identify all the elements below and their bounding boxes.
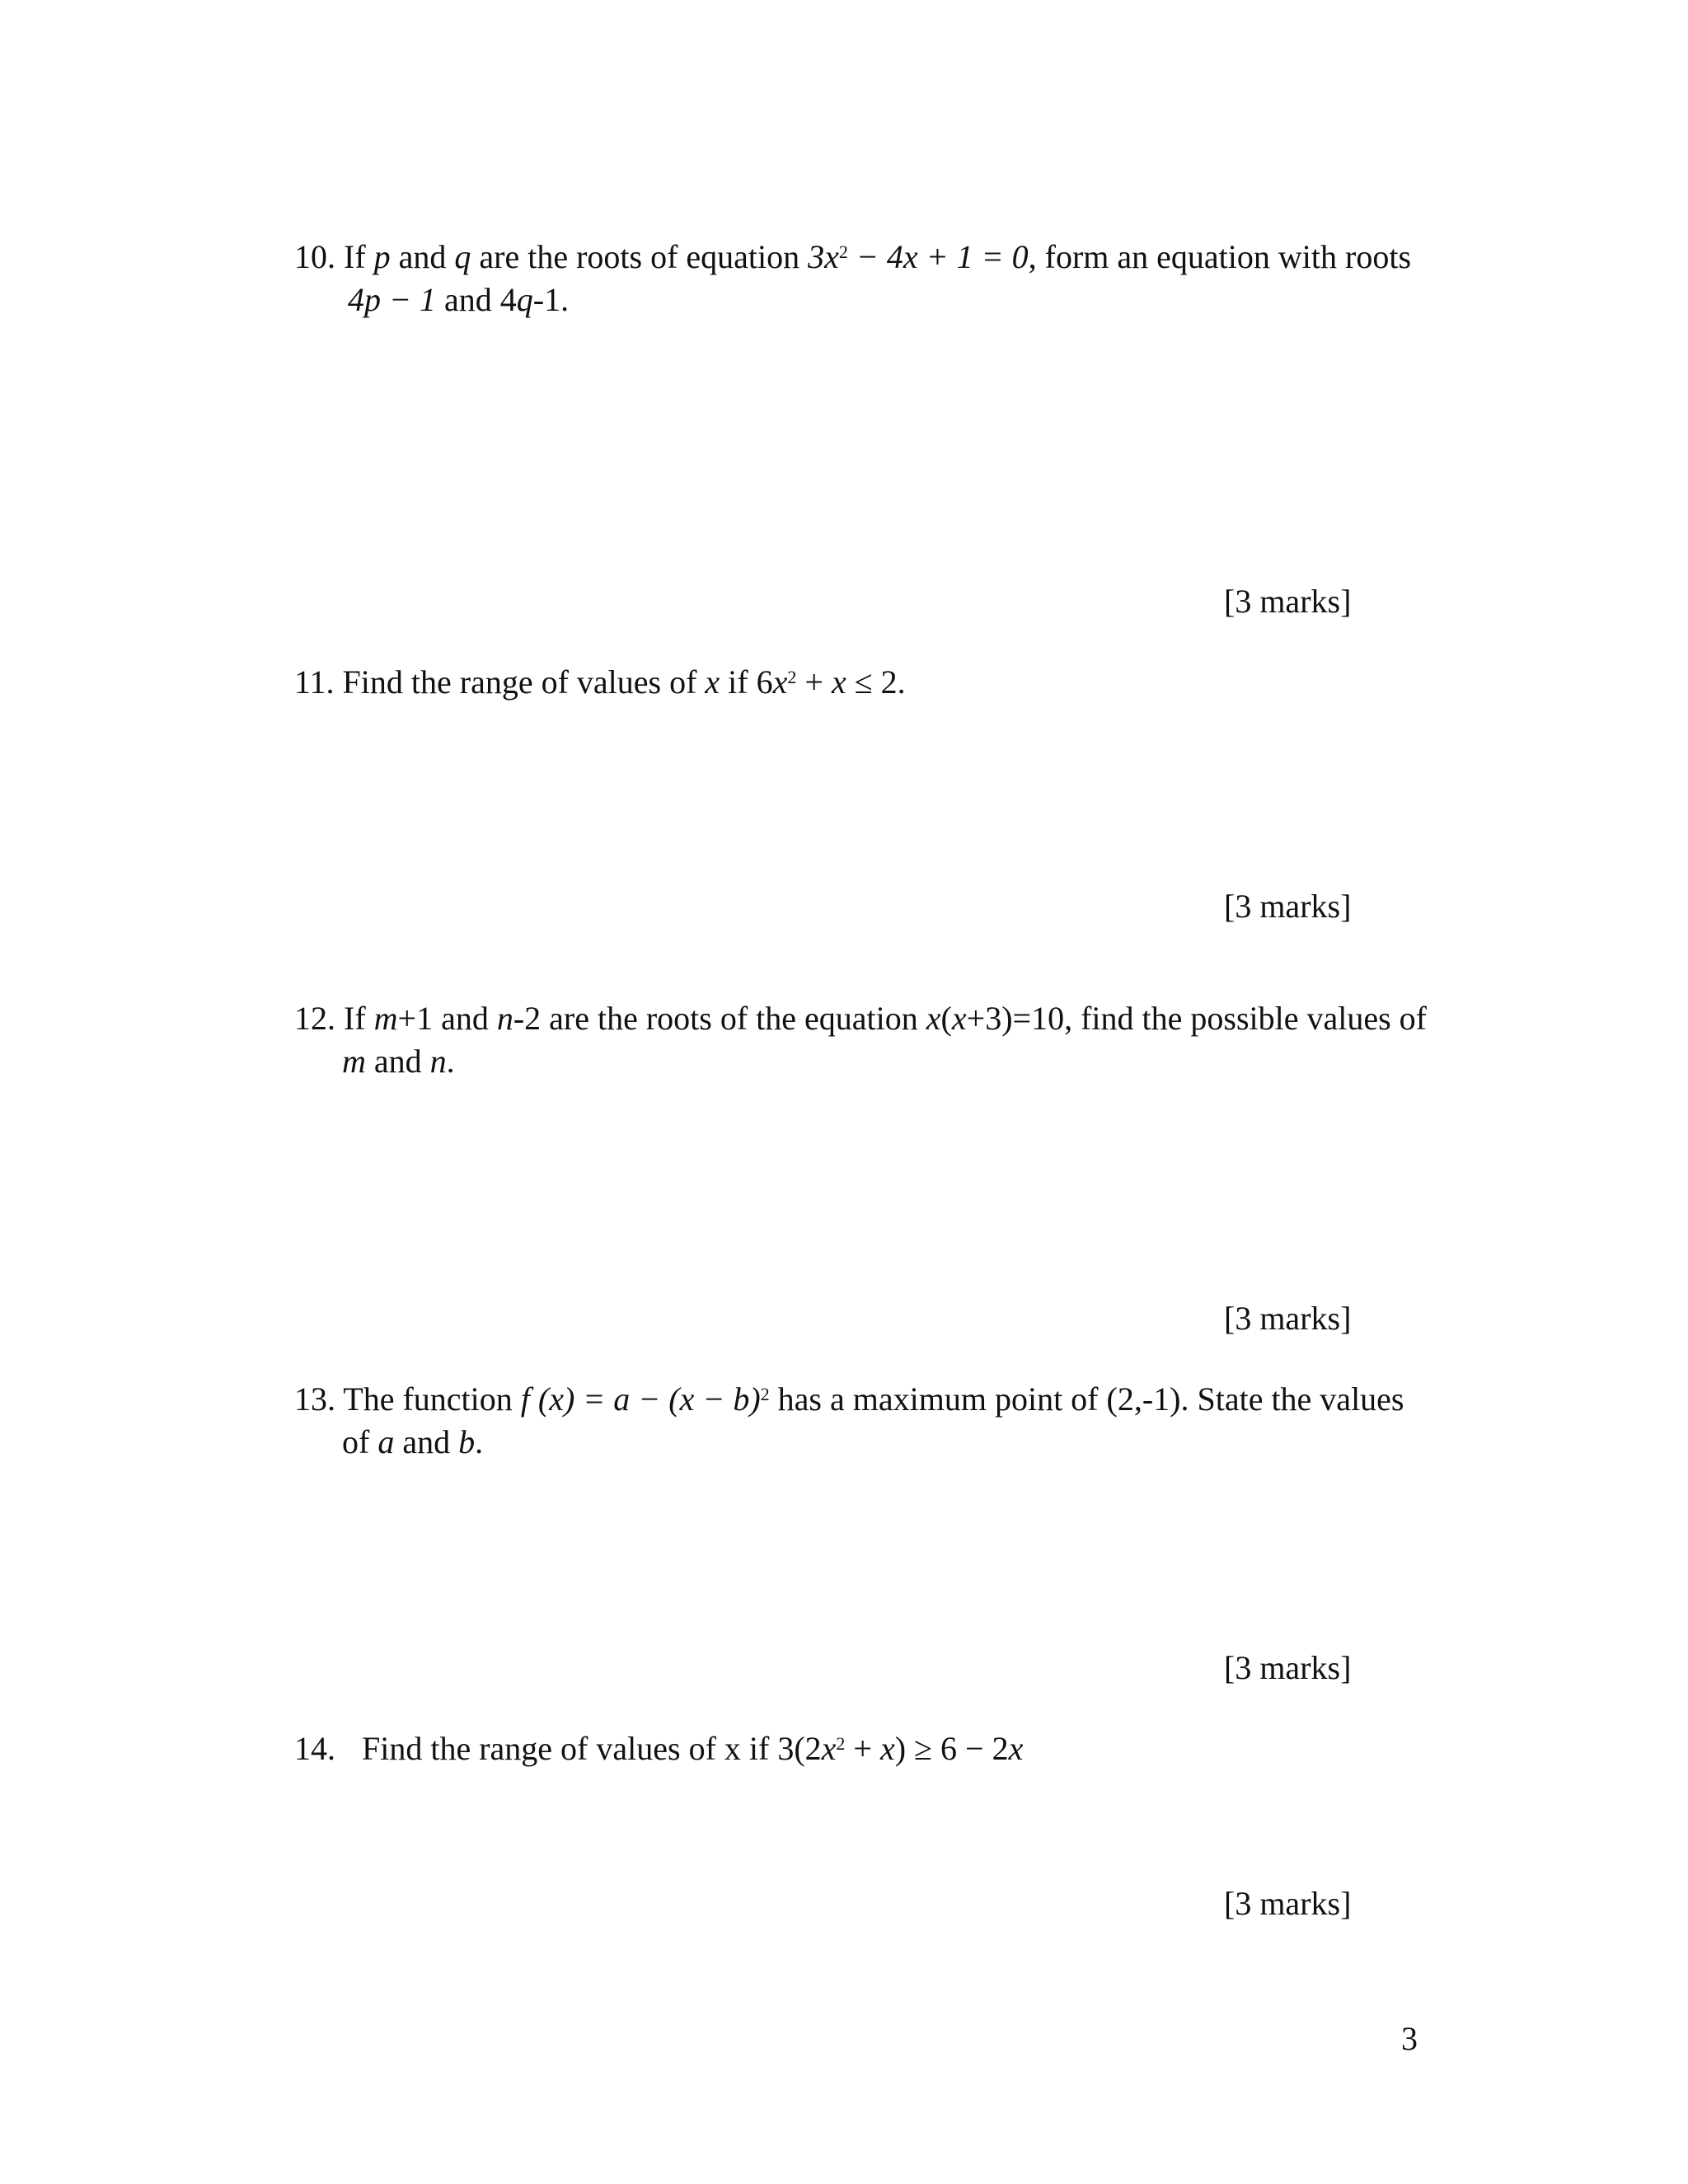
- question-14: [294, 1727, 1489, 1770]
- question-10: [294, 236, 1448, 321]
- question-text-line2: [294, 1040, 1489, 1083]
- function-expression: f (x) = a − (x − b): [520, 1380, 761, 1418]
- question-number: 10.: [294, 238, 335, 275]
- variable: q: [454, 238, 471, 275]
- question-text: , form an equation with roots: [1028, 238, 1412, 275]
- question-number: 14.: [294, 1730, 335, 1767]
- variable: p: [373, 238, 391, 275]
- question-number: 13.: [294, 1380, 335, 1418]
- question-text: +1 and: [397, 1000, 497, 1037]
- question-text: If: [344, 238, 374, 275]
- question-text: (: [940, 1000, 952, 1037]
- variable: m: [342, 1043, 366, 1080]
- variable: x: [879, 1730, 895, 1767]
- question-number: 12.: [294, 1000, 335, 1037]
- question-text: and: [390, 238, 455, 275]
- variable: m: [373, 1000, 398, 1037]
- question-text: and 4: [436, 281, 517, 318]
- equation: − 4x + 1 = 0: [847, 238, 1029, 275]
- question-text: The function: [343, 1380, 521, 1418]
- expression: 4p − 1: [348, 281, 436, 318]
- question-text: and: [394, 1423, 459, 1460]
- variable: x: [705, 663, 720, 701]
- exponent: 2: [760, 1384, 770, 1404]
- question-text: if 6: [720, 663, 773, 701]
- question-11: [294, 661, 1448, 704]
- question-text: are the roots of equation: [471, 238, 809, 275]
- exponent: 2: [787, 667, 797, 687]
- variable: x: [951, 1000, 967, 1037]
- variable: x: [831, 663, 846, 701]
- marks-label: [3 marks]: [1224, 1885, 1352, 1922]
- variable: x: [772, 663, 788, 701]
- page-number: 3: [1401, 2020, 1418, 2057]
- equation: 3x: [808, 238, 839, 275]
- marks-label: [3 marks]: [1224, 583, 1352, 620]
- question-text: Find the range of values of x if 3(2: [362, 1730, 822, 1767]
- marks-label: [3 marks]: [1224, 1649, 1352, 1686]
- question-text: .: [475, 1423, 484, 1460]
- variable: x: [1008, 1730, 1024, 1767]
- variable: b: [458, 1423, 476, 1460]
- question-text: -2 are the roots of the equation: [513, 1000, 926, 1037]
- marks-label: [3 marks]: [1224, 1300, 1352, 1337]
- question-text: +: [845, 1730, 880, 1767]
- question-number: 11.: [294, 663, 335, 701]
- question-text: ≤ 2.: [846, 663, 906, 701]
- variable: q: [516, 281, 533, 318]
- question-text-line2: [294, 279, 1448, 321]
- variable: x: [926, 1000, 941, 1037]
- question-text: and: [365, 1043, 430, 1080]
- question-text: Find the range of values of: [342, 663, 706, 701]
- question-text: ) ≥ 6 − 2: [894, 1730, 1009, 1767]
- question-12: [294, 997, 1489, 1083]
- question-text: has a maximum point of (2,-1). State the values: [769, 1380, 1404, 1418]
- question-text-line2: [294, 1421, 1489, 1464]
- exponent: 2: [836, 1733, 846, 1754]
- question-text: of: [342, 1423, 378, 1460]
- exponent: 2: [838, 241, 848, 262]
- question-text: .: [446, 1043, 455, 1080]
- variable: n: [429, 1043, 447, 1080]
- question-text: -1.: [532, 281, 570, 318]
- question-text: +: [796, 663, 832, 701]
- question-13: [294, 1378, 1489, 1464]
- marks-label: [3 marks]: [1224, 888, 1352, 925]
- question-text: +3)=10, find the possible values of: [966, 1000, 1427, 1037]
- variable: n: [496, 1000, 513, 1037]
- question-text: If: [344, 1000, 374, 1037]
- variable: x: [821, 1730, 837, 1767]
- variable: a: [377, 1423, 395, 1460]
